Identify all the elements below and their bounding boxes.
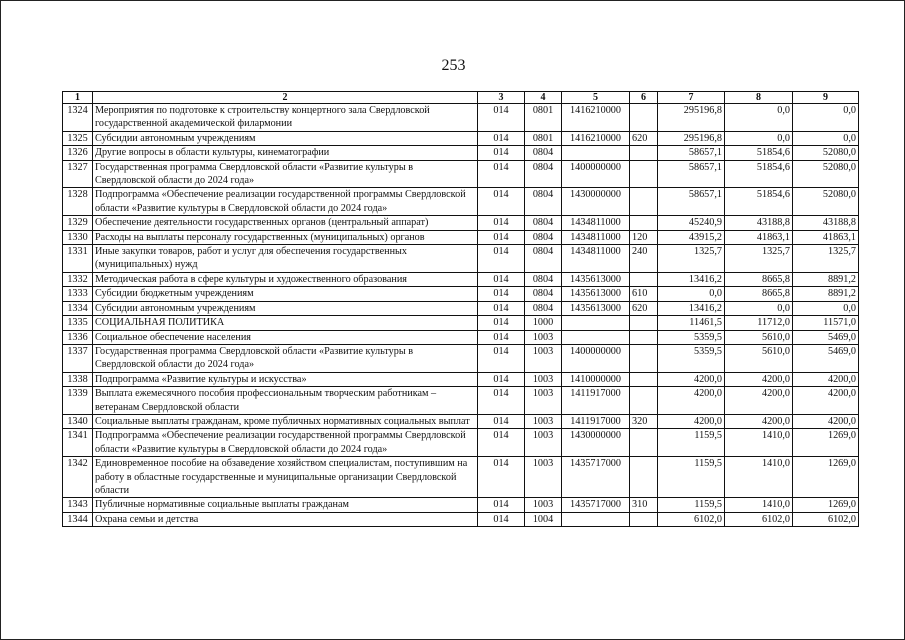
table-row	[63, 301, 859, 315]
ministry-code-cell: 014	[478, 344, 525, 372]
amount-year1-cell: 5359,5	[658, 344, 725, 372]
section-code-cell: 1003	[525, 330, 562, 344]
row-number-cell: 1338	[63, 372, 93, 386]
expense-type-cell	[630, 372, 658, 386]
row-number-cell: 1334	[63, 301, 93, 315]
budget-table	[62, 91, 859, 527]
amount-year1-cell: 58657,1	[658, 188, 725, 216]
row-number-cell: 1340	[63, 414, 93, 428]
amount-year3-cell: 1269,0	[793, 457, 859, 498]
target-article-cell: 1416210000	[562, 104, 630, 132]
amount-year2-cell: 1325,7	[725, 245, 793, 273]
row-number-cell: 1327	[63, 160, 93, 188]
header-cell: 7	[658, 92, 725, 104]
amount-year2-cell: 11712,0	[725, 316, 793, 330]
header-cell: 6	[630, 92, 658, 104]
amount-year2-cell: 43188,8	[725, 216, 793, 230]
amount-year1-cell: 1325,7	[658, 245, 725, 273]
amount-year3-cell: 1269,0	[793, 498, 859, 512]
table-body	[63, 104, 859, 527]
ministry-code-cell: 014	[478, 131, 525, 145]
section-code-cell: 1003	[525, 372, 562, 386]
target-article-cell	[562, 316, 630, 330]
header-cell: 4	[525, 92, 562, 104]
expense-type-cell	[630, 160, 658, 188]
amount-year1-cell: 1159,5	[658, 498, 725, 512]
amount-year3-cell: 4200,0	[793, 372, 859, 386]
amount-year3-cell: 4200,0	[793, 387, 859, 415]
table-row	[63, 330, 859, 344]
ministry-code-cell: 014	[478, 272, 525, 286]
target-article-cell: 1430000000	[562, 188, 630, 216]
amount-year2-cell: 1410,0	[725, 498, 793, 512]
table-row	[63, 146, 859, 160]
row-number-cell: 1329	[63, 216, 93, 230]
amount-year1-cell: 0,0	[658, 287, 725, 301]
amount-year1-cell: 4200,0	[658, 387, 725, 415]
amount-year2-cell: 51854,6	[725, 160, 793, 188]
page-number: 253	[441, 57, 466, 74]
row-name-cell: СОЦИАЛЬНАЯ ПОЛИТИКА	[93, 316, 478, 330]
expense-type-cell: 310	[630, 498, 658, 512]
ministry-code-cell: 014	[478, 457, 525, 498]
amount-year2-cell: 41863,1	[725, 230, 793, 244]
target-article-cell: 1435717000	[562, 457, 630, 498]
expense-type-cell	[630, 387, 658, 415]
section-code-cell: 1003	[525, 457, 562, 498]
amount-year2-cell: 51854,6	[725, 146, 793, 160]
amount-year3-cell: 0,0	[793, 131, 859, 145]
target-article-cell: 1410000000	[562, 372, 630, 386]
amount-year3-cell: 41863,1	[793, 230, 859, 244]
row-number-cell: 1328	[63, 188, 93, 216]
amount-year2-cell: 4200,0	[725, 387, 793, 415]
table-row	[63, 387, 859, 415]
amount-year3-cell: 1269,0	[793, 429, 859, 457]
amount-year1-cell: 58657,1	[658, 146, 725, 160]
amount-year3-cell: 8891,2	[793, 272, 859, 286]
row-number-cell: 1326	[63, 146, 93, 160]
row-number-cell: 1336	[63, 330, 93, 344]
table-row	[63, 512, 859, 526]
section-code-cell: 1000	[525, 316, 562, 330]
amount-year3-cell: 8891,2	[793, 287, 859, 301]
amount-year2-cell: 0,0	[725, 131, 793, 145]
ministry-code-cell: 014	[478, 146, 525, 160]
row-name-cell: Социальные выплаты гражданам, кроме публичных нормативных социальных выплат	[93, 414, 478, 428]
target-article-cell: 1411917000	[562, 387, 630, 415]
section-code-cell: 0804	[525, 146, 562, 160]
row-number-cell: 1343	[63, 498, 93, 512]
row-name-cell: Другие вопросы в области культуры, кинематографии	[93, 146, 478, 160]
amount-year2-cell: 0,0	[725, 104, 793, 132]
section-code-cell: 0801	[525, 131, 562, 145]
amount-year3-cell: 6102,0	[793, 512, 859, 526]
expense-type-cell	[630, 512, 658, 526]
section-code-cell: 1003	[525, 498, 562, 512]
section-code-cell: 1003	[525, 344, 562, 372]
table-row	[63, 188, 859, 216]
amount-year2-cell: 4200,0	[725, 414, 793, 428]
amount-year2-cell: 5610,0	[725, 330, 793, 344]
section-code-cell: 0804	[525, 188, 562, 216]
row-name-cell: Государственная программа Свердловской области «Развитие культуры в Свердловской области до 2024 года»	[93, 160, 478, 188]
table-row	[63, 498, 859, 512]
ministry-code-cell: 014	[478, 316, 525, 330]
amount-year3-cell: 5469,0	[793, 344, 859, 372]
amount-year3-cell: 52080,0	[793, 146, 859, 160]
target-article-cell: 1434811000	[562, 245, 630, 273]
target-article-cell: 1430000000	[562, 429, 630, 457]
amount-year1-cell: 58657,1	[658, 160, 725, 188]
amount-year2-cell: 8665,8	[725, 272, 793, 286]
amount-year3-cell: 52080,0	[793, 160, 859, 188]
amount-year2-cell: 1410,0	[725, 429, 793, 457]
expense-type-cell: 240	[630, 245, 658, 273]
amount-year1-cell: 43915,2	[658, 230, 725, 244]
section-code-cell: 1004	[525, 512, 562, 526]
table-row	[63, 104, 859, 132]
header-cell: 2	[93, 92, 478, 104]
amount-year1-cell: 295196,8	[658, 131, 725, 145]
table-row	[63, 429, 859, 457]
target-article-cell: 1435717000	[562, 498, 630, 512]
expense-type-cell	[630, 146, 658, 160]
ministry-code-cell: 014	[478, 104, 525, 132]
target-article-cell: 1434811000	[562, 230, 630, 244]
expense-type-cell	[630, 104, 658, 132]
amount-year1-cell: 13416,2	[658, 272, 725, 286]
target-article-cell: 1400000000	[562, 160, 630, 188]
table-row	[63, 414, 859, 428]
expense-type-cell	[630, 429, 658, 457]
row-name-cell: Методическая работа в сфере культуры и художественного образования	[93, 272, 478, 286]
expense-type-cell: 610	[630, 287, 658, 301]
row-name-cell: Единовременное пособие на обзаведение хозяйством специалистам, поступившим на работу в областные государственные и муниципальные организации Свердловской области	[93, 457, 478, 498]
row-name-cell: Обеспечение деятельности государственных органов (центральный аппарат)	[93, 216, 478, 230]
expense-type-cell	[630, 457, 658, 498]
amount-year1-cell: 1159,5	[658, 457, 725, 498]
amount-year2-cell: 51854,6	[725, 188, 793, 216]
ministry-code-cell: 014	[478, 301, 525, 315]
ministry-code-cell: 014	[478, 372, 525, 386]
ministry-code-cell: 014	[478, 387, 525, 415]
amount-year2-cell: 4200,0	[725, 372, 793, 386]
row-name-cell: Публичные нормативные социальные выплаты гражданам	[93, 498, 478, 512]
ministry-code-cell: 014	[478, 512, 525, 526]
amount-year1-cell: 295196,8	[658, 104, 725, 132]
ministry-code-cell: 014	[478, 287, 525, 301]
amount-year1-cell: 6102,0	[658, 512, 725, 526]
ministry-code-cell: 014	[478, 414, 525, 428]
expense-type-cell: 620	[630, 301, 658, 315]
row-number-cell: 1324	[63, 104, 93, 132]
row-number-cell: 1325	[63, 131, 93, 145]
table-row	[63, 457, 859, 498]
target-article-cell: 1435613000	[562, 272, 630, 286]
expense-type-cell	[630, 216, 658, 230]
expense-type-cell: 120	[630, 230, 658, 244]
target-article-cell: 1435613000	[562, 287, 630, 301]
amount-year1-cell: 45240,9	[658, 216, 725, 230]
expense-type-cell: 620	[630, 131, 658, 145]
section-code-cell: 0804	[525, 230, 562, 244]
amount-year1-cell: 4200,0	[658, 414, 725, 428]
header-cell: 1	[63, 92, 93, 104]
table-row	[63, 131, 859, 145]
header-cell: 5	[562, 92, 630, 104]
row-number-cell: 1339	[63, 387, 93, 415]
section-code-cell: 0804	[525, 160, 562, 188]
amount-year3-cell: 52080,0	[793, 188, 859, 216]
section-code-cell: 0804	[525, 216, 562, 230]
amount-year2-cell: 1410,0	[725, 457, 793, 498]
ministry-code-cell: 014	[478, 216, 525, 230]
row-name-cell: Подпрограмма «Развитие культуры и искусства»	[93, 372, 478, 386]
amount-year3-cell: 0,0	[793, 104, 859, 132]
row-name-cell: Субсидии бюджетным учреждениям	[93, 287, 478, 301]
ministry-code-cell: 014	[478, 245, 525, 273]
expense-type-cell: 320	[630, 414, 658, 428]
ministry-code-cell: 014	[478, 188, 525, 216]
ministry-code-cell: 014	[478, 230, 525, 244]
target-article-cell: 1416210000	[562, 131, 630, 145]
amount-year2-cell: 5610,0	[725, 344, 793, 372]
target-article-cell	[562, 146, 630, 160]
section-code-cell: 0804	[525, 272, 562, 286]
expense-type-cell	[630, 188, 658, 216]
table-row	[63, 287, 859, 301]
row-number-cell: 1344	[63, 512, 93, 526]
ministry-code-cell: 014	[478, 160, 525, 188]
row-number-cell: 1333	[63, 287, 93, 301]
row-name-cell: Расходы на выплаты персоналу государственных (муниципальных) органов	[93, 230, 478, 244]
row-name-cell: Выплата ежемесячного пособия профессиональным творческим работникам – ветеранам Свердловской области	[93, 387, 478, 415]
table-row	[63, 230, 859, 244]
amount-year1-cell: 11461,5	[658, 316, 725, 330]
amount-year2-cell: 6102,0	[725, 512, 793, 526]
section-code-cell: 0804	[525, 287, 562, 301]
section-code-cell: 0801	[525, 104, 562, 132]
row-name-cell: Охрана семьи и детства	[93, 512, 478, 526]
row-number-cell: 1341	[63, 429, 93, 457]
table-header-row	[63, 92, 859, 104]
row-name-cell: Подпрограмма «Обеспечение реализации государственной программы Свердловской области «Развитие культуры в Свердловской области до 2024 года»	[93, 188, 478, 216]
row-number-cell: 1342	[63, 457, 93, 498]
ministry-code-cell: 014	[478, 429, 525, 457]
row-number-cell: 1335	[63, 316, 93, 330]
table-row	[63, 372, 859, 386]
amount-year3-cell: 1325,7	[793, 245, 859, 273]
amount-year1-cell: 5359,5	[658, 330, 725, 344]
ministry-code-cell: 014	[478, 330, 525, 344]
row-name-cell: Субсидии автономным учреждениям	[93, 301, 478, 315]
target-article-cell: 1434811000	[562, 216, 630, 230]
row-number-cell: 1330	[63, 230, 93, 244]
row-name-cell: Социальное обеспечение населения	[93, 330, 478, 344]
row-name-cell: Иные закупки товаров, работ и услуг для обеспечения государственных (муниципальных) нужд	[93, 245, 478, 273]
table-row	[63, 272, 859, 286]
target-article-cell	[562, 330, 630, 344]
row-number-cell: 1331	[63, 245, 93, 273]
header-cell: 8	[725, 92, 793, 104]
expense-type-cell	[630, 272, 658, 286]
section-code-cell: 0804	[525, 301, 562, 315]
table-row	[63, 160, 859, 188]
row-name-cell: Субсидии автономным учреждениям	[93, 131, 478, 145]
row-name-cell: Подпрограмма «Обеспечение реализации государственной программы Свердловской области «Развитие культуры в Свердловской области до 2024 года»	[93, 429, 478, 457]
amount-year3-cell: 4200,0	[793, 414, 859, 428]
section-code-cell: 1003	[525, 414, 562, 428]
target-article-cell: 1400000000	[562, 344, 630, 372]
amount-year3-cell: 5469,0	[793, 330, 859, 344]
ministry-code-cell: 014	[478, 498, 525, 512]
row-name-cell: Государственная программа Свердловской области «Развитие культуры в Свердловской области до 2024 года»	[93, 344, 478, 372]
table-row	[63, 216, 859, 230]
amount-year1-cell: 1159,5	[658, 429, 725, 457]
target-article-cell	[562, 512, 630, 526]
amount-year3-cell: 11571,0	[793, 316, 859, 330]
amount-year3-cell: 0,0	[793, 301, 859, 315]
target-article-cell: 1411917000	[562, 414, 630, 428]
amount-year2-cell: 8665,8	[725, 287, 793, 301]
expense-type-cell	[630, 344, 658, 372]
section-code-cell: 0804	[525, 245, 562, 273]
header-cell: 3	[478, 92, 525, 104]
amount-year1-cell: 13416,2	[658, 301, 725, 315]
section-code-cell: 1003	[525, 429, 562, 457]
row-number-cell: 1337	[63, 344, 93, 372]
table-row	[63, 245, 859, 273]
table-row	[63, 316, 859, 330]
table-row	[63, 344, 859, 372]
section-code-cell: 1003	[525, 387, 562, 415]
amount-year1-cell: 4200,0	[658, 372, 725, 386]
row-name-cell: Мероприятия по подготовке к строительству концертного зала Свердловской государственной академической филармонии	[93, 104, 478, 132]
amount-year3-cell: 43188,8	[793, 216, 859, 230]
amount-year2-cell: 0,0	[725, 301, 793, 315]
row-number-cell: 1332	[63, 272, 93, 286]
expense-type-cell	[630, 316, 658, 330]
target-article-cell: 1435613000	[562, 301, 630, 315]
header-cell: 9	[793, 92, 859, 104]
expense-type-cell	[630, 330, 658, 344]
